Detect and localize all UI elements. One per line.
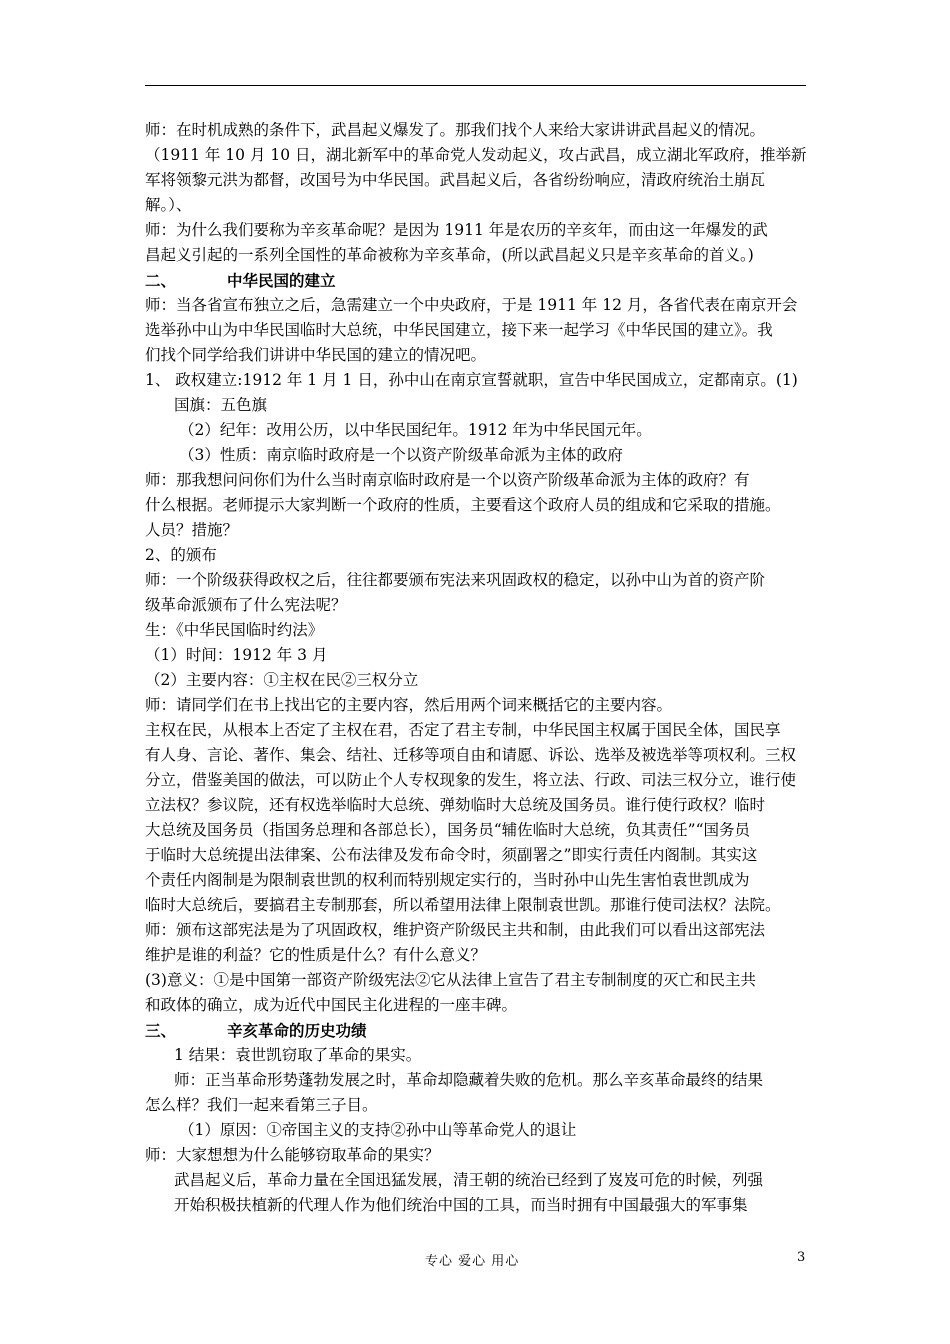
page-number: 3 (797, 1250, 806, 1265)
text-line: 开始积极扶植新的代理人作为他们统治中国的工具，而当时拥有中国最强大的军事集 (174, 1196, 748, 1214)
text-line: 师：为什么我们要称为辛亥革命呢？是因为 1911 年是农历的辛亥年，而由这一年爆发的武 (145, 221, 768, 239)
text-line: 师：那我想问问你们为什么当时南京临时政府是一个以资产阶级革命派为主体的政府？有 (145, 471, 750, 489)
section-heading (145, 1018, 815, 1043)
text-line: 师：颁布这部宪法是为了巩固政权，维护资产阶级民主共和制，由此我们可以看出这部宪法 (145, 921, 766, 939)
text-line: 昌起义引起的一系列全国性的革命被称为辛亥革命，(所以武昌起义只是辛亥革命的首义。) (145, 246, 754, 264)
text-line: （2）纪年：改用公历，以中华民国纪年。1912 年为中华民国元年。 (179, 421, 652, 439)
text-line: 师：当各省宣布独立之后，急需建立一个中央政府，于是 1911 年 12 月，各省代表在南京开会 (145, 296, 798, 314)
text-line: （1911 年 10 月 10 日，湖北新军中的革命党人发动起义，攻占武昌，成立湖北军政府，推举新 (145, 146, 807, 164)
text-line: 和政体的确立，成为近代中国民主化进程的一座丰碑。 (145, 996, 518, 1014)
text-line: （1）时间：1912 年 3 月 (145, 646, 328, 664)
text-line: 1 结果：袁世凯窃取了革命的果实。 (174, 1046, 422, 1064)
section-heading (145, 268, 815, 293)
text-line: 师：一个阶级获得政权之后，往往都要颁布宪法来巩固政权的稳定，以孙中山为首的资产阶 (145, 571, 766, 589)
text-line: 临时大总统后，要搞君主专制那套，所以希望用法律上限制袁世凯。那谁行使司法权？法院。 (145, 896, 781, 914)
text-line: （2）主要内容：①主权在民②三权分立 (145, 671, 419, 689)
text-line: 立法权？参议院，还有权选举临时大总统、弹劾临时大总统及国务员。谁行使行政权？临时 (145, 796, 766, 814)
text-line: （1）原因：①帝国主义的支持②孙中山等革命党人的退让 (179, 1121, 577, 1139)
text-line: 生：《中华民国临时约法》 (145, 621, 324, 639)
text-line: 于临时大总统提出法律案、公布法律及发布命令时，须副署之”即实行责任内阁制。其实这 (145, 846, 758, 864)
text-line: 级革命派颁布了什么宪法呢？ (145, 596, 347, 614)
document-body (145, 118, 815, 1218)
footer-motto: 专心 爱心 用心 (425, 1254, 520, 1269)
text-line: 们找个同学给我们讲讲中华民国的建立的情况吧。 (145, 346, 487, 364)
text-line: 怎么样？我们一起来看第三子目。 (145, 1096, 378, 1114)
text-line: 选举孙中山为中华民国临时大总统，中华民国建立，接下来一起学习《中华民国的建立》。我 (145, 321, 773, 339)
text-line: 大总统及国务员（指国务总理和各部总长），国务员“辅佐临时大总统，负其责任”“国务员 (145, 821, 751, 839)
header-rule (145, 85, 806, 86)
text-line: (3)意义：①是中国第一部资产阶级宪法②它从法律上宣告了君主专制制度的灭亡和民主共 (145, 971, 756, 989)
text-line: 师：正当革命形势蓬勃发展之时，革命却隐藏着失败的危机。那么辛亥革命最终的结果 (174, 1071, 764, 1089)
text-line: 主权在民，从根本上否定了主权在君，否定了君主专制，中华民国主权属于国民全体，国民享 (145, 721, 781, 739)
text-line: 分立，借鉴美国的做法，可以防止个人专权现象的发生，将立法、行政、司法三权分立，谁行使 (145, 771, 797, 789)
section-number: 二、 (145, 271, 177, 290)
text-line: 维护是谁的利益？它的性质是什么？有什么意义？ (145, 946, 487, 964)
section-number: 三、 (145, 1021, 177, 1040)
text-line: 师：大家想想为什么能够窃取革命的果实？ (145, 1146, 440, 1164)
text-line: 1、 政权建立:1912 年 1 月 1 日，孙中山在南京宣誓就职，宣告中华民国成立，定都南京。(1) (145, 371, 798, 389)
text-line: 解。）、 (145, 196, 192, 214)
section-title: 辛亥革命的历史功绩 (227, 1021, 367, 1040)
section-title: 中华民国的建立 (227, 271, 336, 290)
text-line: 师：请同学们在书上找出它的主要内容，然后用两个词来概括它的主要内容。 (145, 696, 673, 714)
text-line: 2、的颁布 (145, 546, 217, 564)
text-line: 师：在时机成熟的条件下，武昌起义爆发了。那我们找个人来给大家讲讲武昌起义的情况。 (145, 121, 766, 139)
text-line: 武昌起义后，革命力量在全国迅猛发展，清王朝的统治已经到了岌岌可危的时候，列强 (174, 1171, 764, 1189)
text-line: 什么根据。老师提示大家判断一个政府的性质，主要看这个政府人员的组成和它采取的措施。 (145, 496, 781, 514)
text-line: 个责任内阁制是为限制袁世凯的权利而特别规定实行的，当时孙中山先生害怕袁世凯成为 (145, 871, 750, 889)
text-line: 军将领黎元洪为都督，改国号为中华民国。武昌起义后，各省纷纷响应，清政府统治土崩瓦 (145, 171, 766, 189)
text-line: 国旗：五色旗 (174, 396, 268, 414)
text-line: （3）性质：南京临时政府是一个以资产阶级革命派为主体的政府 (179, 446, 623, 464)
text-line: 有人身、言论、著作、集会、结社、迁移等项自由和请愿、诉讼、选举及被选举等项权利。三权 (145, 746, 797, 764)
text-line: 人员？措施？ (145, 521, 239, 539)
